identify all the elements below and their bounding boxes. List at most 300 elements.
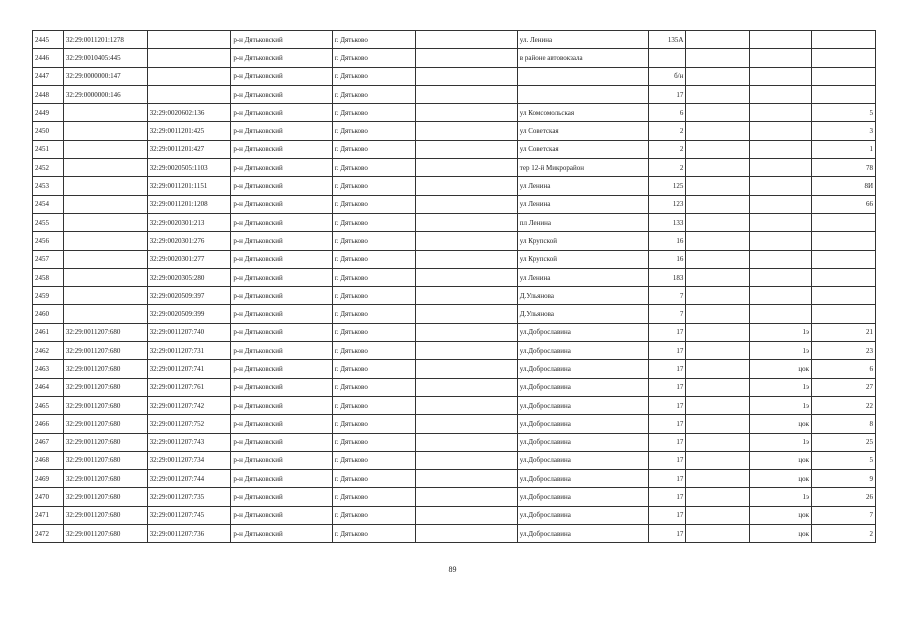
cell-blank2	[686, 525, 750, 543]
cell-blank	[416, 470, 517, 488]
cell-street: ул Ленина	[517, 195, 648, 213]
cell-city: г. Дятьково	[332, 415, 416, 433]
cell-street: ул.Доброславина	[517, 525, 648, 543]
cell-district: р-н Дятьковский	[231, 177, 332, 195]
cell-district: р-н Дятьковский	[231, 433, 332, 451]
cell-blank2	[686, 506, 750, 524]
cell-house: 17	[648, 378, 685, 396]
cell-street: ул Комсомольская	[517, 104, 648, 122]
cell-apartment: 21	[811, 323, 875, 341]
cell-district: р-н Дятьковский	[231, 506, 332, 524]
cell-street: ул.Доброславина	[517, 396, 648, 414]
cell-cadastral-parent	[63, 195, 147, 213]
register-table	[32, 30, 876, 543]
cell-cadastral-parent	[63, 177, 147, 195]
table-row	[33, 195, 876, 213]
cell-district: р-н Дятьковский	[231, 250, 332, 268]
table-row	[33, 67, 876, 85]
cell-house: 6	[648, 104, 685, 122]
register-table-body	[33, 31, 876, 543]
cell-district: р-н Дятьковский	[231, 305, 332, 323]
cell-floor	[750, 305, 812, 323]
cell-street: ул.Доброславина	[517, 506, 648, 524]
cell-row-number: 2450	[33, 122, 64, 140]
cell-blank2	[686, 159, 750, 177]
cell-cadastral-parent: 32:29:0011207:680	[63, 506, 147, 524]
cell-cadastral-number: 32:29:0011207:745	[147, 506, 231, 524]
cell-street: ул.Доброславина	[517, 342, 648, 360]
cell-district: р-н Дятьковский	[231, 268, 332, 286]
cell-house: 17	[648, 488, 685, 506]
cell-blank2	[686, 140, 750, 158]
cell-cadastral-number: 32:29:0011207:743	[147, 433, 231, 451]
cell-floor: цок	[750, 415, 812, 433]
table-row	[33, 159, 876, 177]
cell-row-number: 2459	[33, 287, 64, 305]
cell-street: Д.Ульянова	[517, 305, 648, 323]
cell-cadastral-parent: 32:29:0011207:680	[63, 378, 147, 396]
cell-cadastral-parent: 32:29:0011207:680	[63, 470, 147, 488]
cell-floor	[750, 268, 812, 286]
cell-house: б/н	[648, 67, 685, 85]
table-row	[33, 122, 876, 140]
cell-blank	[416, 305, 517, 323]
cell-district: р-н Дятьковский	[231, 287, 332, 305]
cell-row-number: 2472	[33, 525, 64, 543]
cell-house: 17	[648, 396, 685, 414]
cell-apartment	[811, 31, 875, 49]
cell-blank2	[686, 451, 750, 469]
table-row	[33, 287, 876, 305]
cell-street: ул Крупской	[517, 232, 648, 250]
cell-city: г. Дятьково	[332, 31, 416, 49]
cell-row-number: 2447	[33, 67, 64, 85]
cell-city: г. Дятьково	[332, 268, 416, 286]
cell-cadastral-number: 32:29:0020505:1103	[147, 159, 231, 177]
cell-cadastral-parent	[63, 232, 147, 250]
cell-floor: 1э	[750, 396, 812, 414]
cell-city: г. Дятьково	[332, 360, 416, 378]
cell-floor	[750, 287, 812, 305]
cell-floor: цок	[750, 470, 812, 488]
cell-city: г. Дятьково	[332, 213, 416, 231]
cell-blank	[416, 177, 517, 195]
cell-blank2	[686, 104, 750, 122]
cell-district: р-н Дятьковский	[231, 104, 332, 122]
cell-blank2	[686, 342, 750, 360]
cell-floor: 1э	[750, 342, 812, 360]
cell-house: 123	[648, 195, 685, 213]
cell-blank2	[686, 177, 750, 195]
cell-cadastral-parent	[63, 305, 147, 323]
cell-floor	[750, 49, 812, 67]
cell-cadastral-parent: 32:29:0000000:146	[63, 85, 147, 103]
cell-cadastral-number: 32:29:0020301:213	[147, 213, 231, 231]
cell-floor	[750, 104, 812, 122]
cell-row-number: 2466	[33, 415, 64, 433]
cell-district: р-н Дятьковский	[231, 140, 332, 158]
cell-blank	[416, 287, 517, 305]
cell-apartment: 7	[811, 506, 875, 524]
cell-blank	[416, 232, 517, 250]
cell-apartment: 9	[811, 470, 875, 488]
cell-floor: цок	[750, 525, 812, 543]
cell-blank	[416, 396, 517, 414]
page-number: 89	[448, 565, 457, 574]
cell-house: 17	[648, 451, 685, 469]
cell-cadastral-parent: 32:29:0011207:680	[63, 342, 147, 360]
cell-district: р-н Дятьковский	[231, 159, 332, 177]
cell-apartment: 2	[811, 525, 875, 543]
cell-cadastral-number: 32:29:0020509:399	[147, 305, 231, 323]
cell-house: 7	[648, 287, 685, 305]
cell-house: 17	[648, 342, 685, 360]
cell-district: р-н Дятьковский	[231, 342, 332, 360]
cell-district: р-н Дятьковский	[231, 323, 332, 341]
table-row	[33, 104, 876, 122]
cell-street	[517, 85, 648, 103]
cell-apartment: 1	[811, 140, 875, 158]
table-row	[33, 378, 876, 396]
table-row	[33, 268, 876, 286]
cell-cadastral-parent: 32:29:0011207:680	[63, 488, 147, 506]
cell-street: ул.Доброславина	[517, 360, 648, 378]
cell-city: г. Дятьково	[332, 159, 416, 177]
cell-cadastral-number: 32:29:0011201:427	[147, 140, 231, 158]
cell-street: ул Ленина	[517, 177, 648, 195]
cell-row-number: 2470	[33, 488, 64, 506]
cell-floor	[750, 177, 812, 195]
cell-street: ул.Доброславина	[517, 470, 648, 488]
cell-floor: 1э	[750, 378, 812, 396]
cell-row-number: 2471	[33, 506, 64, 524]
cell-street: ул.Доброславина	[517, 323, 648, 341]
cell-blank2	[686, 85, 750, 103]
cell-cadastral-number: 32:29:0020509:397	[147, 287, 231, 305]
cell-row-number: 2464	[33, 378, 64, 396]
cell-house	[648, 49, 685, 67]
cell-street: пл Ленина	[517, 213, 648, 231]
table-row	[33, 213, 876, 231]
cell-blank2	[686, 49, 750, 67]
cell-floor: 1э	[750, 433, 812, 451]
table-row	[33, 506, 876, 524]
cell-blank	[416, 360, 517, 378]
cell-street: ул Ленина	[517, 268, 648, 286]
cell-house: 17	[648, 415, 685, 433]
cell-cadastral-parent: 32:29:0011207:680	[63, 433, 147, 451]
cell-street: ул.Доброславина	[517, 451, 648, 469]
cell-district: р-н Дятьковский	[231, 195, 332, 213]
cell-blank2	[686, 323, 750, 341]
cell-cadastral-number	[147, 85, 231, 103]
cell-blank2	[686, 31, 750, 49]
cell-blank	[416, 525, 517, 543]
cell-district: р-н Дятьковский	[231, 67, 332, 85]
cell-city: г. Дятьково	[332, 177, 416, 195]
cell-blank	[416, 506, 517, 524]
cell-blank2	[686, 213, 750, 231]
cell-house: 17	[648, 323, 685, 341]
cell-cadastral-parent: 32:29:0011207:680	[63, 323, 147, 341]
register-sheet	[32, 30, 876, 543]
cell-blank	[416, 433, 517, 451]
cell-street: ул.Доброславина	[517, 378, 648, 396]
cell-district: р-н Дятьковский	[231, 525, 332, 543]
cell-cadastral-number: 32:29:0011201:1208	[147, 195, 231, 213]
cell-district: р-н Дятьковский	[231, 122, 332, 140]
cell-cadastral-number: 32:29:0020305:280	[147, 268, 231, 286]
cell-house: 16	[648, 250, 685, 268]
cell-cadastral-parent: 32:29:0011207:680	[63, 360, 147, 378]
cell-house: 17	[648, 433, 685, 451]
cell-apartment	[811, 287, 875, 305]
cell-street	[517, 67, 648, 85]
cell-district: р-н Дятьковский	[231, 213, 332, 231]
cell-blank2	[686, 287, 750, 305]
cell-row-number: 2460	[33, 305, 64, 323]
cell-cadastral-number: 32:29:0020301:277	[147, 250, 231, 268]
cell-blank2	[686, 488, 750, 506]
cell-district: р-н Дятьковский	[231, 488, 332, 506]
cell-city: г. Дятьково	[332, 451, 416, 469]
cell-city: г. Дятьково	[332, 250, 416, 268]
cell-row-number: 2448	[33, 85, 64, 103]
table-row	[33, 305, 876, 323]
cell-floor: цок	[750, 506, 812, 524]
cell-street: ул.Доброславина	[517, 433, 648, 451]
table-row	[33, 323, 876, 341]
cell-blank2	[686, 232, 750, 250]
cell-blank2	[686, 470, 750, 488]
cell-apartment	[811, 213, 875, 231]
cell-apartment	[811, 250, 875, 268]
cell-blank2	[686, 415, 750, 433]
cell-district: р-н Дятьковский	[231, 451, 332, 469]
cell-city: г. Дятьково	[332, 104, 416, 122]
cell-blank	[416, 451, 517, 469]
cell-cadastral-parent: 32:29:0011207:680	[63, 451, 147, 469]
cell-city: г. Дятьково	[332, 49, 416, 67]
cell-blank	[416, 250, 517, 268]
cell-blank2	[686, 378, 750, 396]
cell-row-number: 2452	[33, 159, 64, 177]
cell-city: г. Дятьково	[332, 85, 416, 103]
cell-floor	[750, 250, 812, 268]
cell-district: р-н Дятьковский	[231, 470, 332, 488]
cell-row-number: 2468	[33, 451, 64, 469]
cell-city: г. Дятьково	[332, 140, 416, 158]
cell-city: г. Дятьково	[332, 195, 416, 213]
cell-blank2	[686, 67, 750, 85]
cell-cadastral-parent	[63, 213, 147, 231]
cell-blank	[416, 159, 517, 177]
cell-blank	[416, 488, 517, 506]
table-row	[33, 232, 876, 250]
cell-floor	[750, 67, 812, 85]
cell-district: р-н Дятьковский	[231, 232, 332, 250]
cell-city: г. Дятьково	[332, 488, 416, 506]
cell-city: г. Дятьково	[332, 287, 416, 305]
cell-floor: 1э	[750, 488, 812, 506]
cell-house: 17	[648, 470, 685, 488]
cell-apartment	[811, 305, 875, 323]
cell-cadastral-number	[147, 31, 231, 49]
cell-floor	[750, 195, 812, 213]
table-row	[33, 342, 876, 360]
cell-blank	[416, 323, 517, 341]
cell-cadastral-number: 32:29:0011207:731	[147, 342, 231, 360]
cell-floor: цок	[750, 451, 812, 469]
cell-floor	[750, 31, 812, 49]
cell-apartment	[811, 85, 875, 103]
cell-apartment	[811, 268, 875, 286]
table-row	[33, 415, 876, 433]
cell-floor	[750, 213, 812, 231]
cell-street: ул. Ленина	[517, 31, 648, 49]
cell-apartment: 8И	[811, 177, 875, 195]
cell-street: ул.Доброславина	[517, 488, 648, 506]
cell-cadastral-number: 32:29:0020301:276	[147, 232, 231, 250]
cell-row-number: 2461	[33, 323, 64, 341]
cell-row-number: 2455	[33, 213, 64, 231]
cell-apartment	[811, 67, 875, 85]
cell-district: р-н Дятьковский	[231, 396, 332, 414]
cell-apartment: 78	[811, 159, 875, 177]
cell-district: р-н Дятьковский	[231, 85, 332, 103]
cell-apartment: 26	[811, 488, 875, 506]
cell-blank	[416, 195, 517, 213]
cell-blank2	[686, 250, 750, 268]
cell-house: 16	[648, 232, 685, 250]
cell-row-number: 2458	[33, 268, 64, 286]
cell-blank2	[686, 122, 750, 140]
cell-apartment: 23	[811, 342, 875, 360]
cell-cadastral-parent	[63, 250, 147, 268]
cell-blank2	[686, 360, 750, 378]
cell-row-number: 2465	[33, 396, 64, 414]
table-row	[33, 488, 876, 506]
cell-row-number: 2451	[33, 140, 64, 158]
cell-cadastral-number: 32:29:0011207:744	[147, 470, 231, 488]
cell-cadastral-parent	[63, 122, 147, 140]
cell-city: г. Дятьково	[332, 305, 416, 323]
cell-blank2	[686, 268, 750, 286]
table-row	[33, 525, 876, 543]
cell-row-number: 2449	[33, 104, 64, 122]
table-row	[33, 250, 876, 268]
cell-floor: цок	[750, 360, 812, 378]
table-row	[33, 140, 876, 158]
cell-house: 17	[648, 360, 685, 378]
cell-blank2	[686, 396, 750, 414]
cell-apartment: 5	[811, 104, 875, 122]
table-row	[33, 49, 876, 67]
cell-cadastral-number: 32:29:0011207:735	[147, 488, 231, 506]
cell-cadastral-parent: 32:29:0010405:445	[63, 49, 147, 67]
cell-city: г. Дятьково	[332, 433, 416, 451]
cell-city: г. Дятьково	[332, 122, 416, 140]
cell-city: г. Дятьково	[332, 378, 416, 396]
table-row	[33, 360, 876, 378]
cell-cadastral-number: 32:29:0020602:136	[147, 104, 231, 122]
cell-house: 135А	[648, 31, 685, 49]
cell-blank	[416, 378, 517, 396]
cell-apartment: 6	[811, 360, 875, 378]
cell-house: 2	[648, 140, 685, 158]
cell-street: Д.Ульянова	[517, 287, 648, 305]
cell-cadastral-number: 32:29:0011207:736	[147, 525, 231, 543]
cell-cadastral-parent	[63, 159, 147, 177]
cell-floor	[750, 159, 812, 177]
cell-district: р-н Дятьковский	[231, 49, 332, 67]
cell-city: г. Дятьково	[332, 525, 416, 543]
cell-house: 125	[648, 177, 685, 195]
cell-cadastral-parent: 32:29:0011207:680	[63, 396, 147, 414]
cell-floor	[750, 232, 812, 250]
cell-cadastral-number: 32:29:0011207:740	[147, 323, 231, 341]
cell-cadastral-parent	[63, 104, 147, 122]
cell-blank	[416, 122, 517, 140]
table-row	[33, 470, 876, 488]
cell-apartment	[811, 232, 875, 250]
cell-house: 183	[648, 268, 685, 286]
cell-apartment: 66	[811, 195, 875, 213]
cell-blank	[416, 342, 517, 360]
cell-cadastral-parent: 32:29:0011201:1278	[63, 31, 147, 49]
cell-floor	[750, 85, 812, 103]
cell-blank2	[686, 433, 750, 451]
cell-blank	[416, 104, 517, 122]
cell-cadastral-number: 32:29:0011207:741	[147, 360, 231, 378]
cell-street: в районе автовокзала	[517, 49, 648, 67]
cell-cadastral-number: 32:29:0011207:734	[147, 451, 231, 469]
cell-cadastral-parent	[63, 268, 147, 286]
table-row	[33, 451, 876, 469]
cell-street: ул Крупской	[517, 250, 648, 268]
cell-row-number: 2445	[33, 31, 64, 49]
cell-house: 2	[648, 122, 685, 140]
cell-row-number: 2446	[33, 49, 64, 67]
cell-cadastral-number: 32:29:0011207:752	[147, 415, 231, 433]
cell-apartment: 27	[811, 378, 875, 396]
cell-row-number: 2454	[33, 195, 64, 213]
cell-blank	[416, 49, 517, 67]
table-row	[33, 85, 876, 103]
cell-house: 133	[648, 213, 685, 231]
cell-apartment: 3	[811, 122, 875, 140]
cell-cadastral-number	[147, 67, 231, 85]
cell-district: р-н Дятьковский	[231, 360, 332, 378]
cell-city: г. Дятьково	[332, 67, 416, 85]
cell-cadastral-number: 32:29:0011201:425	[147, 122, 231, 140]
cell-blank	[416, 67, 517, 85]
cell-cadastral-parent: 32:29:0011207:680	[63, 415, 147, 433]
cell-cadastral-parent: 32:29:0000000:147	[63, 67, 147, 85]
cell-row-number: 2463	[33, 360, 64, 378]
cell-city: г. Дятьково	[332, 506, 416, 524]
cell-house: 7	[648, 305, 685, 323]
cell-apartment: 25	[811, 433, 875, 451]
cell-house: 2	[648, 159, 685, 177]
cell-apartment: 5	[811, 451, 875, 469]
cell-row-number: 2462	[33, 342, 64, 360]
table-row	[33, 396, 876, 414]
cell-row-number: 2469	[33, 470, 64, 488]
cell-cadastral-parent	[63, 287, 147, 305]
table-row	[33, 31, 876, 49]
table-row	[33, 177, 876, 195]
